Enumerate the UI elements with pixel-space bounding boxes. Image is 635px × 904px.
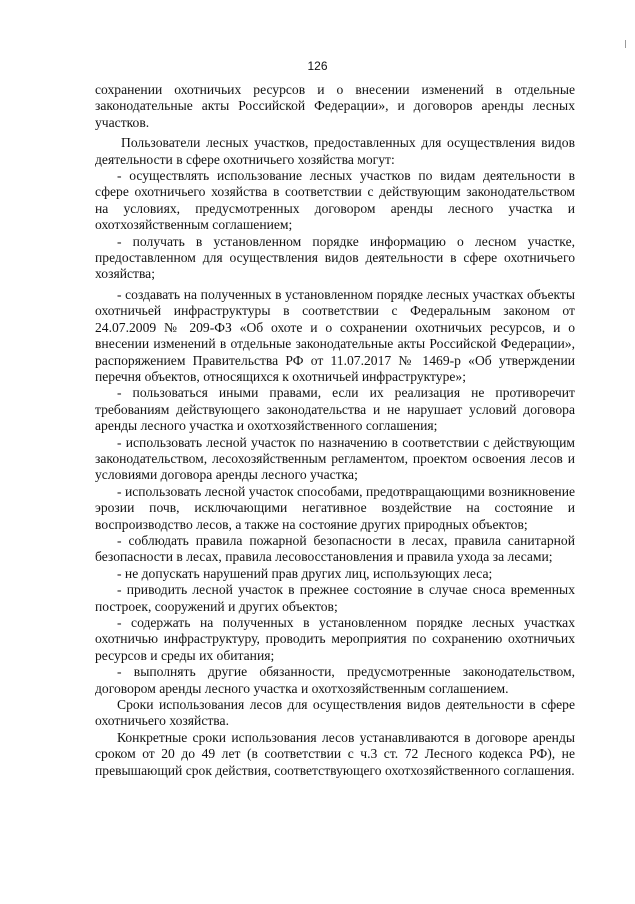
page-number: 126: [307, 59, 328, 73]
paragraph-terms-body: Конкретные сроки использования лесов устанавливаются в договоре аренды сроком от 20 до 49 лет (в соответствии с ч.3 ст. 72 Лесного кодекса РФ), не превышающий срок действия, соответствующего охотхозяйственного соглашения.: [95, 729, 575, 778]
paragraph-users-intro: Пользователи лесных участков, предоставленных для осуществления видов деятельности в сфере охотничьего хозяйства могут:: [95, 135, 575, 167]
paragraph-continuation: сохранении охотничьих ресурсов и о внесении изменений в отдельные законодательные акты Российской Федерации», и договоров аренды лесных участков.: [95, 82, 575, 130]
list-item-duties-7: - выполнять другие обязанности, предусмотренные законодательством, договором аренды лесного участка и охотхозяйственным соглашением.: [95, 664, 575, 696]
list-item-rights-1: - осуществлять использование лесных участков по видам деятельности в сфере охотничьего хозяйства в соответствии с действующим законодательством на условиях, предусмотренных договором аренды лесного участка и охотхозяйственным соглашением;: [95, 168, 575, 233]
list-item-rights-4: - пользоваться иными правами, если их реализация не противоречит требованиям действующего законодательства и не нарушает условий договора аренды лесного участка и охотхозяйственного соглашения;: [95, 385, 575, 434]
list-item-duties-6: - содержать на полученных в установленном порядке лесных участках охотничью инфраструктуру, проводить мероприятия по сохранению охотничьих ресурсов и среды их обитания;: [95, 615, 575, 663]
scan-edge-mark: [625, 40, 626, 48]
list-item-rights-3: - создавать на полученных в установленном порядке лесных участках объекты охотничьей инфраструктуры в соответствии с Федеральным законом от 24.07.2009 № 209-ФЗ «Об охоте и о сохранении охотничьих ресурсов, и о внесении изменений в отдельные законодательные акты Российской Федерации», распоряжением Правительства РФ от 11.07.2017 № 1469-р «Об утверждении перечня объектов, относящихся к охотничьей инфраструктуре»;: [95, 286, 575, 384]
document-body: [95, 82, 575, 779]
list-item-duties-5: - приводить лесной участок в прежнее состояние в случае сноса временных построек, сооружений и других объектов;: [95, 582, 575, 614]
paragraph-terms-heading: Сроки использования лесов для осуществления видов деятельности в сфере охотничьего хозяйства.: [95, 697, 575, 729]
list-item-duties-2: - использовать лесной участок способами, предотвращающими возникновение эрозии почв, исключающими негативное воздействие на состояние и воспроизводство лесов, а также на состояние других природных объектов;: [95, 483, 575, 532]
list-item-duties-3: - соблюдать правила пожарной безопасности в лесах, правила санитарной безопасности в лесах, правила лесовосстановления и правила ухода за лесами;: [95, 532, 575, 565]
list-item-duties-1: - использовать лесной участок по назначению в соответствии с действующим законодательством, лесохозяйственным регламентом, проектом освоения лесов и условиями договора аренды лесного участка;: [95, 434, 575, 483]
list-item-duties-4: - не допускать нарушений прав других лиц, использующих леса;: [117, 565, 493, 581]
list-item-rights-2: - получать в установленном порядке информацию о лесном участке, предоставленном для осуществления видов деятельности в сфере охотничьего хозяйства;: [95, 233, 575, 282]
